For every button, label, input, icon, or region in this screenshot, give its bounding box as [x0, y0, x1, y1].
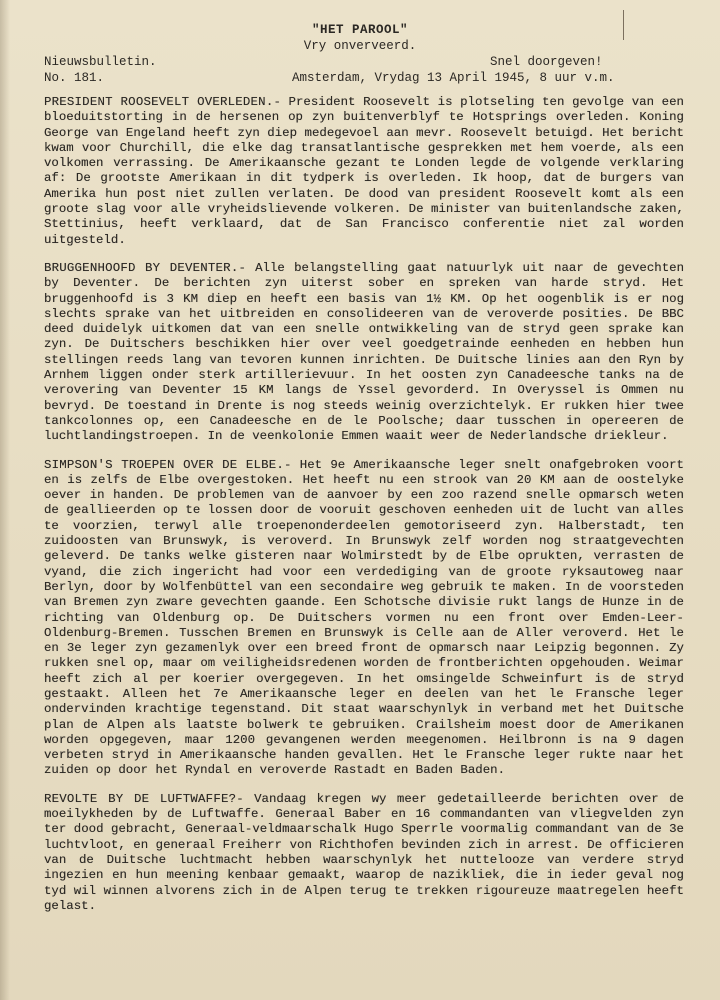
- article-title: PRESIDENT ROOSEVELT OVERLEDEN.: [44, 95, 274, 109]
- bulletin-label: Nieuwsbulletin.: [44, 55, 157, 69]
- article-list: [44, 95, 684, 927]
- article-body: - Vandaag kregen wy meer gedetailleerde berichten over de moeilykheden by de Luftwaffe. Generaal Baber en 16 commandanten van vliegvelden zyn ter dood gebracht, Generaal-veldmaarschalk Hugo Sperrle voormalig commandant van de 3e luchtvloot, en generaal Freiherr von Richthofen bevinden zich in arrest. De officieren van de Duitsche luchtmacht hebben waarschynlyk het nuttelooze van verdere stryd ingezien en hun meening kenbaar gemaakt, waarop de nazikliek, die in ieder geval nog tyd wil winnen alvorens zich in de Alpen terug te trekken rigoureuze maatregelen heeft gelast.: [44, 791, 684, 913]
- paper-edge-shadow: [0, 0, 10, 1000]
- article: [44, 261, 684, 445]
- masthead-title: "HET PAROOL": [311, 23, 408, 37]
- article-title: REVOLTE BY DE LUFTWAFFE?: [44, 791, 237, 806]
- article-title: SIMPSON'S TROEPEN OVER DE ELBE.: [44, 457, 285, 472]
- article-body: - Alle belangstelling gaat natuurlyk uit naar de gevechten by Deventer. De berichten zyn uiterst sober en spreken van harde stryd. Het bruggenhoofd is 3 KM diep en heeft een basis van 1½ KM. Op het oogenblik is er nog slechts sprake van het uitbreiden en consolideeren van de veroverde posities. De BBC deed duidelyk uitkomen dat van een snelle ontwikkeling van de stryd geen sprake kan zyn. De Duitschers beschikken hier over veel goedgetrainde eenheden en hebben hun stellingen reeds lang van tevoren kunnen inrichten. De Duitsche linies aan den Ryn by Arnhem liggen onder sterk artillerievuur. In het oosten zyn Canadeesche tanks na de verovering van Deventer 15 KM langs de Yssel gevorderd. In Overyssel is Ommen nu bevryd. De toestand in Drente is nog steeds weinig overzichtelyk. Er rukken hier twee tankcolonnes op, een Canadeesche en de le Poolsche; daar tusschen in opereeren de luchtlandingstroepen. In de veenkolonie Emmen waait weer de Nederlandsche driekleur.: [44, 260, 685, 444]
- article-title: BRUGGENHOOFD BY DEVENTER.: [44, 260, 239, 275]
- article-body: - Het 9e Amerikaansche leger snelt onafgebroken voort en is zelfs de Elbe overgestoken. Het heeft nu een strook van 20 KM aan de oostelyke oever in handen. De problemen van de aanvoer by een zoo razend snelle opmarsch weten de geallieerden op te lossen door de vooruit geschoven eenheden uit de lucht van alles te voorzien, terwyl alle troepenonderdeelen gemotoriseerd zyn. Halberstadt, ten zuidoosten van Brunswyk, is veroverd. In Brunswyk zelf worden nog straatgevechten geleverd. De tanks welke gisteren naar Wolmirstedt by de Elbe oprukten, verrasten de vyand, die zich ingericht had voor een verdediging van de groote ryksautoweg naar Berlyn, door by Wolfenbüttel van een secondaire weg gebruik te maken. In de voorsteden van Bremen zyn zware gevechten gaande. Een Schotsche divisie rukt langs de Hunze in de richting van Oldenburg op. De Duitschers vormen nu een front over Emden-Leer-Oldenburg-Bremen. Tusschen Bremen en Brunswyk is Celle aan de Aller veroverd. Het le en 3e leger zyn gezamenlyk over een breed front de opmarsch naar Leipzig begonnen. Zy rukken snel op, maar om veiligheidsredenen worden de frontberichten opgehouden. Weimar heeft zich al per koerier overgegeven. In het omsingelde Schweinfurt is de stryd gestaakt. Alleen het 7e Amerikaansche leger en deelen van het le Fransche leger ondervinden krachtige tegenstand. Dit staat waarschynlyk in verband met het Duitsche plan de Alpen als laatste bolwerk te gebruiken. Crailsheim moest door de Amerikanen worden opgegeven, maar 1200 gevangenen werden meegenomen. Heilbronn is na 9 dagen verbeten stryd in Amerikaansche handen gevallen. Het le Fransche leger rukte naar het zuiden op door het Ryndal en veroverde Rastadt en Baden Baden.: [44, 457, 684, 778]
- article: [44, 95, 684, 248]
- article: [44, 792, 684, 914]
- instruction-label: Snel doorgeven!: [490, 55, 603, 69]
- article: [44, 458, 684, 779]
- masthead-subtitle: Vry onverveerd.: [303, 39, 417, 53]
- article-body: - President Roosevelt is plotseling ten gevolge van een bloeduitstorting in de hersenen op zyn buitenverblyf te Hotsprings overleden. Koning George van Engeland heeft zyn diep medegevoel aan mevr. Roosevelt betuigd. Het bericht kwam voor Churchill, die elke dag transatlantische gesprekken met hem voerde, als een volkomen verrassing. De Amerikaansche gezant te Londen legde de volgende verklaring af: De grootste Amerikaan in dit tydperk is overleden. Ik hoop, dat de burgers van Amerika hun post niet zullen verlaten. De dood van president Roosevelt komt als een groote slag voor alle vryheidslievende volkeren. De minister van buitenlandsche zaken, Stettinius, heeft verklaard, dat de San Francisco conferentie niet zal worden uitgesteld.: [44, 95, 684, 247]
- dateline: Amsterdam, Vrydag 13 April 1945, 8 uur v.m.: [292, 71, 615, 85]
- bulletin-number: No. 181.: [44, 71, 105, 85]
